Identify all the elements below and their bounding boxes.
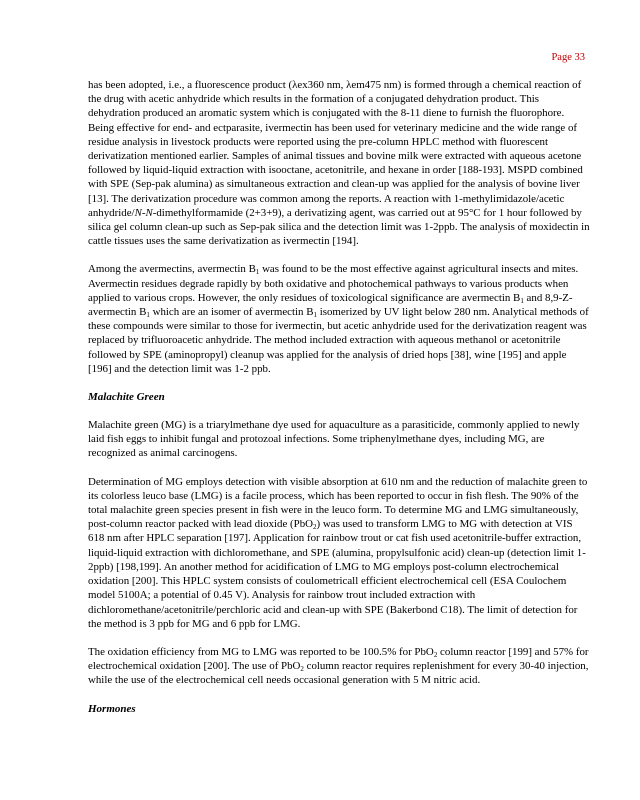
page-content bbox=[88, 78, 590, 730]
paragraph-mg-determination: Determination of MG employs detection with visible absorption at 610 nm and the reduction of malachite green to its colorless leuco base (LMG) is a facile process, which has been reported to occur in fish flesh. The 90% of the total malachite green species present in fish were in the leuco form. To determine MG and LMG simultaneously, post-column reactor packed with lead dioxide (PbO$_2$) was used to transform LMG to MG with detection at VIS 618 nm after HPLC separation [197]. Application for rainbow trout or cat fish used acetonitrile-buffer extraction, liquid-liquid extraction with dichloromethane, and SPE (alumina, propylsulfonic acid) clean-up (detection limit 1-2ppb) [198,199]. An another method for acidification of LMG to MG employs post-column electrochemical oxidation [200]. This HPLC system consists of coulometricall efficient electrochemical cell (ESA Coulochem model 5100A; a potential of 0.45 V). Analysis for rainbow trout included extraction with dichloromethane/acetonitrile/perchloric acid and clean-up with SPE (Bakerbond C18). The limit of detection for the method is 3 ppb for MG and 6 ppb for LMG. bbox=[88, 475, 588, 630]
paragraph-oxidation-efficiency: The oxidation efficiency from MG to LMG was reported to be 100.5% for PbO$_2$ column reactor [199] and 57% for electrochemical oxidation [200]. The use of PbO$_2$ column reactor requires replenishment for every 30-40 injection, while the use of the electrochemical cell needs occasional generation with 5 M nitric acid. bbox=[88, 645, 589, 687]
paragraph-ivermectin: has been adopted, i.e., a fluorescence product (λex360 nm, λem475 nm) is formed through a chemical reaction of the drug with acetic anhydride which results in the formation of a conjugated dehydration product. This dehydration produced an aromatic system which is conjugated with the 8-11 diene to furnish the fluorophore. Being effective for end- and ectparasite, ivermectin has been used for veterinary medicine and the wide range of residue analysis in livestock products were reported using the pre-column HPLC method with fluorescent derivatization mentioned earlier. Samples of animal tissues and bovine milk were extracted with aqueous acetone followed by liquid-liquid extraction with isooctane, acetonitrile, and hexane in order [188-193]. MSPD combined with SPE (Sep-pak alumina) as simultaneous extraction and clean-up was applied for the analysis of bovine liver [13]. The derivatization procedure was common among the reports. A reaction with 1-methylimidazole/acetic anhydride/N-N-dimethylformamide (2+3+9), a derivatizing agent, was carried out at 95°C for 1 hour followed by silica gel column clean-up such as Sep-pak silica and the detection limit was 1-2ppb. The analysis of moxidectin in cattle tissues uses the same derivatization as ivermectin [194]. bbox=[88, 79, 590, 248]
paragraph-avermectins: Among the avermectins, avermectin $B_1$ was found to be the most effective against agricultural insects and mites. Avermectin residues degrade rapidly by both oxidative and photochemical pathways to various products when applied to various crops. However, the only residues of toxicological significance are avermectin $B_1$ and 8,9-Z-avermectin $B_1$ which are an isomer of avermectin $B_1$ isomerized by UV light below 280 nm. Analytical methods of these compounds were similar to those for ivermectin, but acetic anhydride used for the derivatization reagent was replaced by trifluoroacetic anhydride. The method included extraction with aqueous methanol or acetonitrile followed by SPE (aminopropyl) cleanup was applied for the analysis of dried hops [38], wine [195] and apple [196] and the detection limit was 1-2 ppb. bbox=[88, 263, 589, 375]
paragraph-mg-intro: Malachite green (MG) is a triarylmethane dye used for aquaculture as a parasiticide, commonly applied to newly laid fish eggs to inhibit fungal and protozoal infections. Some triphenylmethane dyes, including MG, are recognized as animal carcinogens. bbox=[88, 419, 580, 460]
heading-malachite-green: Malachite Green bbox=[88, 391, 165, 404]
heading-hormones: Hormones bbox=[88, 702, 136, 715]
page-number: Page 33 bbox=[551, 52, 585, 63]
